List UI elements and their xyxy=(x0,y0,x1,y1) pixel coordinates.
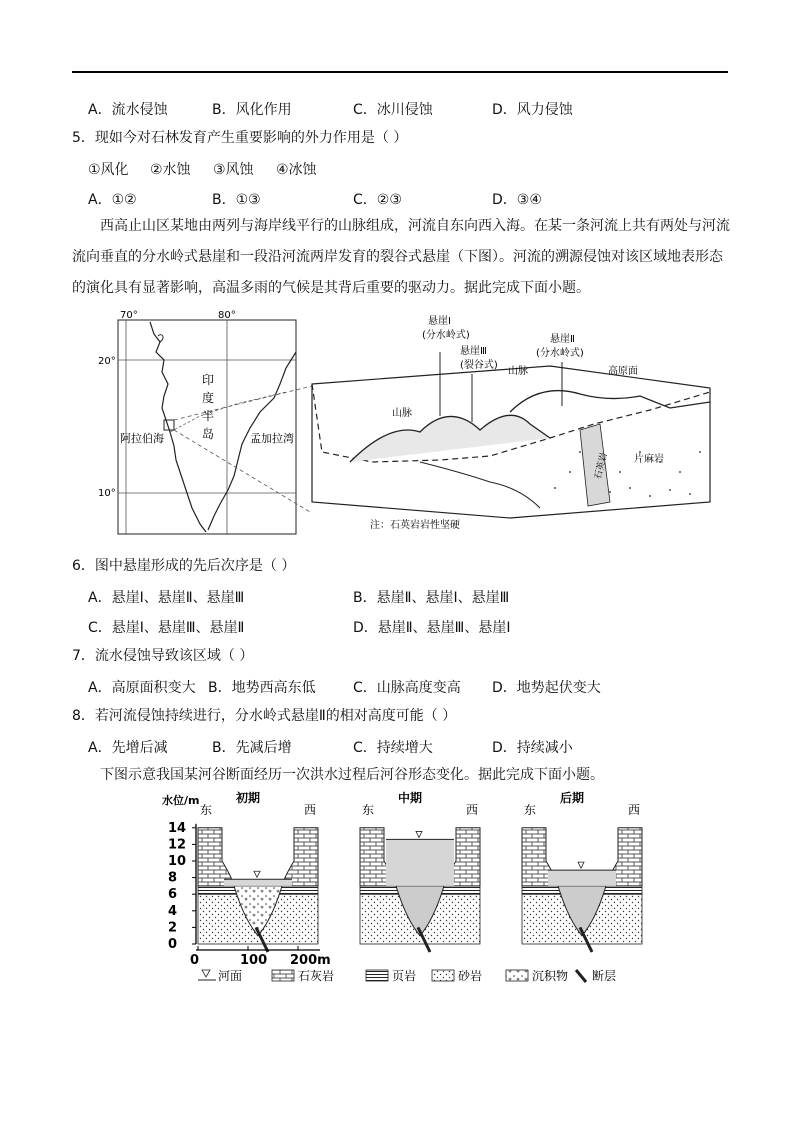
passage-2: 下图示意我国某河谷断面经历一次洪水过程后河谷形态变化。据此完成下面小题。 xyxy=(100,767,604,783)
fig2-panels xyxy=(198,790,642,952)
q6-option-a: A．悬崖Ⅰ、悬崖Ⅱ、悬崖Ⅲ xyxy=(88,590,245,606)
block-note: 注：石英岩岩性坚硬 xyxy=(370,520,460,531)
map-lat-10: 10° xyxy=(98,488,116,499)
rock1-label: 石英岩 xyxy=(593,451,610,481)
q5-item-1: ①风化 xyxy=(88,162,129,178)
fig2-west-label: 西 xyxy=(628,803,641,817)
fig2-xtick: 0 xyxy=(190,953,200,968)
peninsula-char-4: 岛 xyxy=(202,427,215,441)
q6-stem: 6．图中悬崖形成的先后次序是（ ） xyxy=(72,558,296,574)
q7-stem: 7．流水侵蚀导致该区域（ ） xyxy=(72,648,254,664)
mountain1-label: 山脉 xyxy=(392,408,412,419)
q4-option-d: D．风力侵蚀 xyxy=(492,102,573,118)
fig2-legend-label: 断层 xyxy=(592,969,617,983)
fig2-west-label: 西 xyxy=(304,803,317,817)
fig2-ylabel: 水位/m xyxy=(162,794,200,807)
q5-item-2: ②水蚀 xyxy=(150,162,191,178)
map-sea-label: 阿拉伯海 xyxy=(120,432,164,445)
fig2-east-label: 东 xyxy=(362,803,375,817)
q5-option-c: C．②③ xyxy=(353,192,402,208)
peninsula-char-2: 度 xyxy=(202,391,215,405)
india-map xyxy=(98,310,296,534)
q5-item-3: ③风蚀 xyxy=(213,162,254,178)
figure-1 xyxy=(98,310,730,537)
cliff3-type: (裂谷式) xyxy=(460,360,498,371)
rock2-label: 片麻岩 xyxy=(634,454,664,465)
fig2-x-axis xyxy=(190,946,331,968)
fig2-panel-title: 后期 xyxy=(560,791,585,805)
fig2-east-label: 东 xyxy=(200,803,213,817)
fig2-xtick: 100 xyxy=(240,953,268,968)
fig2-legend-item xyxy=(366,968,416,983)
fig2-legend-item xyxy=(506,968,568,983)
fig2-xtick: 200m xyxy=(290,953,331,968)
fig2-panel-1 xyxy=(198,790,318,952)
peninsula-char-3: 半 xyxy=(202,409,215,423)
q8-option-b: B．先减后增 xyxy=(212,740,292,756)
fig2-panel-title: 初期 xyxy=(236,791,261,805)
q7-option-a: A．高原面积变大 xyxy=(88,680,196,696)
fig2-legend-item xyxy=(272,968,334,983)
block-diagram xyxy=(312,314,710,531)
q8-option-d: D．持续减小 xyxy=(492,740,573,756)
q6-option-d: D．悬崖Ⅱ、悬崖Ⅲ、悬崖Ⅰ xyxy=(353,620,511,636)
fig2-panel-title: 中期 xyxy=(398,791,423,805)
fig2-legend xyxy=(198,968,616,983)
fig2-legend-label: 河面 xyxy=(218,969,243,983)
fig2-legend-item xyxy=(198,969,242,983)
fig2-ytick: 0 xyxy=(168,937,178,952)
map-lon-70: 70° xyxy=(120,310,138,321)
fig2-panel-2 xyxy=(360,790,480,952)
q6-option-c: C．悬崖Ⅰ、悬崖Ⅲ、悬崖Ⅱ xyxy=(88,620,245,636)
q5-option-d: D．③④ xyxy=(492,192,542,208)
cliff2-label: 悬崖Ⅱ xyxy=(550,334,575,345)
header-rule xyxy=(72,71,728,73)
cliff1-type: (分水岭式) xyxy=(422,330,470,341)
fig2-west-label: 西 xyxy=(466,803,479,817)
q4-option-c: C．冰川侵蚀 xyxy=(353,102,433,118)
fig2-ytick: 8 xyxy=(168,870,178,886)
q4-option-b: B．风化作用 xyxy=(212,102,292,118)
fig2-ytick: 4 xyxy=(168,903,178,919)
fig2-legend-item xyxy=(432,968,482,983)
map-lat-20: 20° xyxy=(98,356,116,367)
q8-option-c: C．持续增大 xyxy=(353,740,433,756)
q5-stem: 5．现如今对石林发育产生重要影响的外力作用是（ ） xyxy=(72,130,408,146)
passage-1: 西高止山区某地由两列与海岸线平行的山脉组成，河流自东向西入海。在某一条河流上共有两处与河流流向垂直的分水岭式悬崖和一段沿河流两岸发育的裂谷式悬崖（下图）。河流的溯源侵蚀对该区域地表形态的演化具有显著影响，高温多雨的气候是其背后重要的驱动力。据此完成下面小题。 xyxy=(72,218,730,296)
cliff1-label: 悬崖Ⅰ xyxy=(428,316,451,327)
q7-option-c: C．山脉高度变高 xyxy=(353,680,461,696)
q7-option-d: D．地势起伏变大 xyxy=(492,680,601,696)
fig2-legend-item xyxy=(576,968,616,983)
fig2-panel-3 xyxy=(522,790,642,952)
mountain2-label: 山脉 xyxy=(508,366,528,377)
fig2-legend-label: 石灰岩 xyxy=(298,969,335,983)
q5-item-4: ④冰蚀 xyxy=(276,162,317,178)
fig2-ytick: 10 xyxy=(168,854,187,869)
q8-stem: 8．若河流侵蚀持续进行，分水岭式悬崖Ⅱ的相对高度可能（ ） xyxy=(72,708,457,724)
cliff2-type: (分水岭式) xyxy=(536,348,584,359)
q7-option-b: B．地势西高东低 xyxy=(208,680,316,696)
q8-option-a: A．先增后减 xyxy=(88,740,168,756)
fig2-ytick: 12 xyxy=(168,837,187,853)
fig2-east-label: 东 xyxy=(524,803,537,817)
figure-2 xyxy=(160,790,660,990)
fig2-ytick: 14 xyxy=(168,820,187,836)
plateau-label: 高原面 xyxy=(608,366,638,377)
cliff3-label: 悬崖Ⅲ xyxy=(460,346,487,357)
q5-option-b: B．①③ xyxy=(212,192,261,208)
fig2-y-axis xyxy=(168,821,196,952)
peninsula-char-1: 印 xyxy=(202,373,215,387)
fig2-legend-label: 砂岩 xyxy=(458,969,483,983)
q5-option-a: A．①② xyxy=(88,192,137,208)
fig2-ytick: 2 xyxy=(168,920,178,936)
map-bay-label: 孟加拉湾 xyxy=(250,432,294,445)
q4-option-a: A．流水侵蚀 xyxy=(88,102,168,118)
fig2-ytick: 6 xyxy=(168,887,178,903)
fig2-legend-label: 页岩 xyxy=(392,969,417,983)
fig2-legend-label: 沉积物 xyxy=(532,969,569,983)
map-lon-80: 80° xyxy=(218,310,236,321)
q6-option-b: B．悬崖Ⅱ、悬崖Ⅰ、悬崖Ⅲ xyxy=(353,590,510,606)
